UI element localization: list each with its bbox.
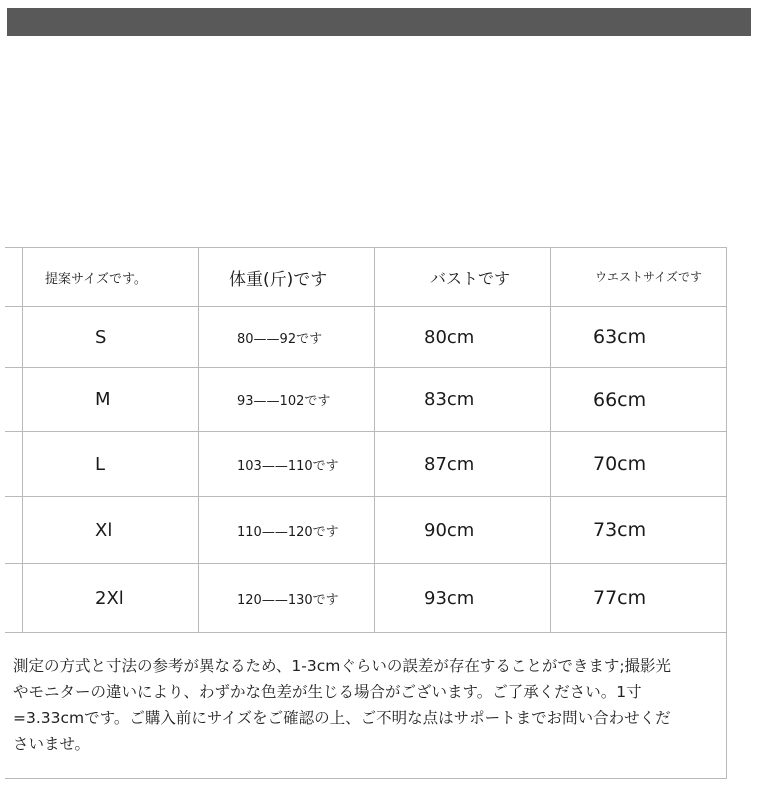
table-stub-cell xyxy=(5,497,23,564)
weight-range: 110——120です xyxy=(237,524,339,540)
table-row xyxy=(5,564,727,633)
bust-value: 83cm xyxy=(424,389,475,410)
size-chart-table xyxy=(5,247,727,633)
header-waist-label: ウエストサイズです xyxy=(595,269,703,284)
bust-value: 90cm xyxy=(424,519,475,541)
size-label: 2Xl xyxy=(95,587,124,609)
table-stub-cell xyxy=(5,248,23,307)
top-banner-bar xyxy=(7,8,751,36)
table-stub-cell xyxy=(5,432,23,497)
measurement-note: 測定の方式と寸法の参考が異なるため、1-3cmぐらいの誤差が存在することができます;撮影光やモニターの違いにより、わずかな色差が生じる場合がございます。ご了承ください。1寸=3.33cmです。ご購入前にサイズをご確認の上、ご不明な点はサポートまでお問い合わせくださいませ。 xyxy=(13,657,672,753)
header-cell-weight xyxy=(199,248,375,307)
weight-range: 120——130です xyxy=(237,592,339,608)
waist-value: 63cm xyxy=(593,326,647,348)
header-size-label: 提案サイズです。 xyxy=(45,271,147,287)
size-label: M xyxy=(95,389,111,410)
table-stub-cell xyxy=(5,307,23,368)
table-row xyxy=(5,368,727,432)
header-cell-waist xyxy=(551,248,727,307)
header-weight-label: 体重(斤)です xyxy=(229,269,328,290)
header-cell-bust xyxy=(375,248,551,307)
table-row xyxy=(5,307,727,368)
waist-value: 73cm xyxy=(593,519,647,541)
table-row xyxy=(5,432,727,497)
header-cell-size xyxy=(23,248,199,307)
table-header-row xyxy=(5,248,727,307)
weight-range: 103——110です xyxy=(237,458,339,474)
size-label: L xyxy=(95,453,106,475)
waist-value: 77cm xyxy=(593,587,647,609)
bust-value: 80cm xyxy=(424,326,475,348)
header-bust-label: バストです xyxy=(430,268,511,288)
weight-range: 80——92です xyxy=(237,331,323,347)
bust-value: 93cm xyxy=(424,587,475,609)
size-label: Xl xyxy=(95,519,113,541)
table-stub-cell xyxy=(5,368,23,432)
table-row xyxy=(5,497,727,564)
weight-range: 93——102です xyxy=(237,394,331,409)
bust-value: 87cm xyxy=(424,453,475,475)
waist-value: 70cm xyxy=(593,453,647,475)
waist-value: 66cm xyxy=(593,388,647,411)
size-label: S xyxy=(95,326,107,348)
table-stub-cell xyxy=(5,564,23,633)
